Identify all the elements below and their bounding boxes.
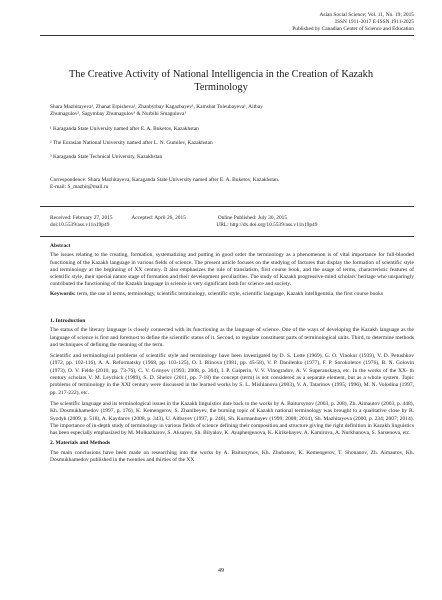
journal-citation: Asian Social Science; Vol. 11, No. 19; 2015 <box>319 12 414 18</box>
keywords <box>50 291 414 298</box>
author-line: Zhumagulov², Sagymbay Zhumagulov³ & Nurbibi Smagulova¹ <box>50 111 187 118</box>
correspondence-address: Correspondence: Shara Mazhitayeva, Karaganda State University named after E. A. Buketov, Kazakhstan. <box>50 177 280 183</box>
methods-heading: 2. Materials and Methods <box>50 440 111 447</box>
section-divider <box>40 236 414 237</box>
keywords-text: term, the use of terms, terminology, scientific terminology, scientific style, scientific language, Kazakh intelligentsia, the first course books <box>75 290 384 297</box>
correspondence-email[interactable]: E-mail: S_mazhit@mail.ru <box>50 184 109 191</box>
online-date: Online Published: July 30, 2015 <box>217 215 288 221</box>
abstract-heading: Abstract <box>50 243 71 249</box>
abstract-section <box>50 243 414 298</box>
affiliation: ² The Eurasian National University named after L. N. Gumilev, Kazakhstan <box>50 140 213 146</box>
affiliation: ¹ Karaganda State University named after E. A. Buketov, Kazakhstan <box>50 126 199 132</box>
journal-issn: ISSN 1911-2017 E-ISSN 1911-2025 <box>335 19 414 25</box>
header-divider <box>40 35 414 36</box>
introduction-paragraph: Scientific and terminological problems of scientific style and terminology have been investigated by D. S. Lotte (1969), G. O. Vinokur (1939), V. D. Petushkov (1972, pp. 102-116), A. A. Reformatsky (1968, pp. 103-125), O. I. Blinova (1981, pp. 45-58), V. P. Danilenko (1977), F. P. Sorokoletov (1976), B. N. Golovin (1973), O. V. Felde (2010, pp. 73-76), C. V. Grinyev (1993; 2008, p. 304), I. P. Galperin, V. V. Vinogradov, A. V. Superanskaya, etc. In the works of the XX- th century scholars V. M. Leychick (1989), S. D. Shelov (2011, pp. 7-18) the concept (term) is not considered as a separate element, but as a whole system. Topic problems of terminology in the XXI century were discussed in the learned works by S. L. Mishlanova (2003), V. A. Tatarinov (1995; 1996), M. N. Volodina (1997, pp. 217-222), etc. <box>50 353 414 396</box>
url-link[interactable]: URL: http://dx.doi.org/10.5539/ass.v11n19p49 <box>216 222 318 229</box>
received-date: Received: February 27, 2015 <box>50 215 113 221</box>
publication-dates <box>50 215 412 230</box>
journal-header <box>292 12 414 33</box>
keywords-label: Keywords: <box>50 290 76 297</box>
section-divider <box>40 206 414 207</box>
author-list <box>50 104 412 119</box>
abstract-text: The issues relating to the creating, formation, systematizing and putting in good order the terminology as a phenomenon is of vital importance for full-blooded functioning of the Kazakh language in various fields of science. The present article focuses on the studying of factures that display the formation of scientific style and terminology at the beginning of XX century. It also emphasizes the rule of translatism, first course book, and the usage of terms, characteristic features of scientific style, their special nature stage of formation and their development peculiarities. The study of Kazakh progressive-mind scholars' heritage who unsparingly contributed the functioning of the Kazakh language in science is very significant both for science and society. <box>50 252 414 288</box>
journal-publisher: Published by Canadian Center of Science and Education <box>292 26 414 32</box>
page-number: 49 <box>218 568 224 574</box>
author-line: Shara Mazhitayeva¹, Zhanat Erpisheva¹, Zhanbyrbay Kagazbayev¹, Kamshat Tolеubayeva¹, Aitbay <box>50 104 263 110</box>
introduction-paragraph: The status of the literary language is closely connected with its functioning as the language of science. One of the ways of developing the Kazakh language as the language of science is first and foremost to define the scientific status of it. Second, to regulate constituent parts of terminological units. Third, to determine methods and techniques of defining the meaning of the term. <box>50 327 414 348</box>
affiliation: ³ Karaganda State Technical University, Kazakhstan <box>50 154 163 160</box>
doi-text[interactable]: doi:10.5539/ass.v11n19p49 <box>50 222 110 229</box>
introduction-section <box>50 318 414 464</box>
introduction-heading: 1. Introduction <box>50 318 86 324</box>
paper-title: The Creative Activity of National Intelligencia in the Creation of Kazakh Terminology <box>68 69 374 93</box>
accepted-date: Accepted: April 26, 2015 <box>131 215 186 221</box>
introduction-paragraph: The scientific language and its terminological issues in the Kazakh linguistics date back to the works by A. Baitursynov (2003, p. 208), Zh. Aimautov (2003, p. 448), Kh. Dosmukhamedov (1997, p. 176), K. Kemengerov, S. Zhanibeyev, the burning topic of Kazakh national terminology was brought to a qualitative close by R. Syzdyk (2009, p. 518), A. Kaydarov (2008, p. 343), U. Aitbayev (1997, p. 240), Sh. Kurmanbayev (1999; 2008; 2014), Sh. Mazhitayeva (2000, p. 234; 2007; 2014). The importance of in-depth study of terminology in various fields of science defining their composition and structure giving the right definition in Kazakh linguistics has been especially emphasized by M. Molkazharov, S. Aksayev, Sh. Bilyalov, K. Ayaphergenova, K. Kirikebayev, A. Kamirova, A. Nurkhanova, S. Sarsenova, etc. <box>50 400 414 437</box>
methods-paragraph: The main conclusions have been made on researching into the works by A. Baitursynov, Kh. Zhubanov, K. Kemengerov, T. Shonanov, Zh. Aimautov, Kh. Dosmukhamedov published in the twenties and thirties of the XX <box>50 449 414 464</box>
correspondence <box>50 177 412 192</box>
